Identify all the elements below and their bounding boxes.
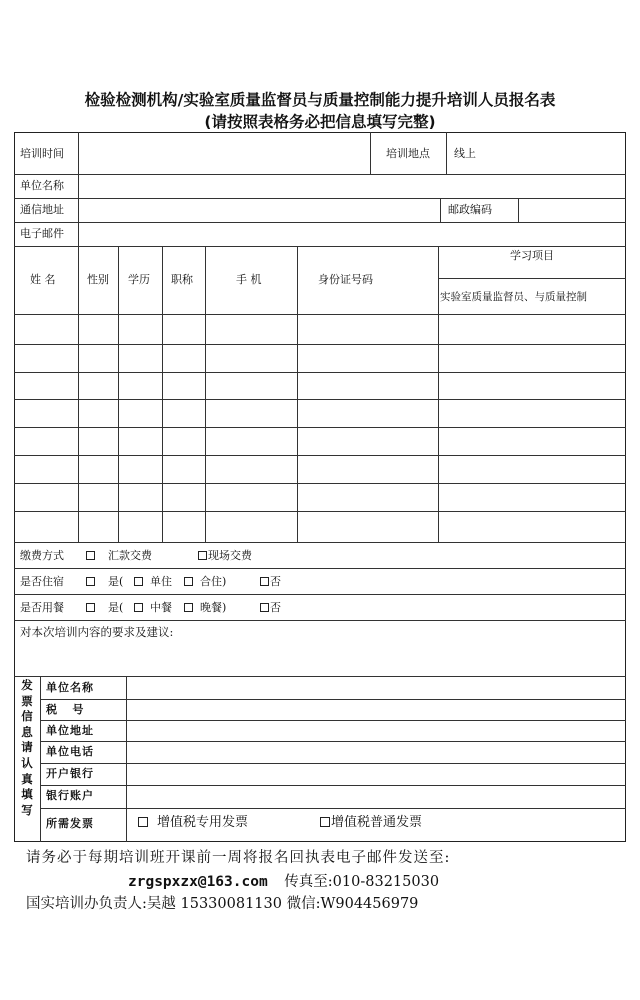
- invoice-account-label: 银行账户: [46, 789, 94, 802]
- col-phone-header: 手 机: [236, 273, 262, 286]
- invoice-type-special[interactable]: 增值税专用发票: [138, 815, 248, 831]
- checkbox-icon: [86, 603, 95, 612]
- payment-label: 缴费方式: [20, 549, 64, 562]
- email-label: 电子邮件: [20, 227, 64, 240]
- footer-instruction: 请务必于每期培训班开课前一周将报名回执表电子邮件发送至:: [26, 850, 451, 866]
- checkbox-icon: [134, 603, 143, 612]
- lodging-label: 是否住宿: [20, 575, 64, 588]
- checkbox-icon: [320, 817, 330, 827]
- training-time-label: 培训时间: [20, 147, 64, 160]
- col-project-subheader: 实验室质量监督员、与质量控制: [440, 291, 587, 303]
- checkbox-icon: [138, 817, 148, 827]
- registration-form-frame: [14, 132, 626, 842]
- training-place-label: 培训地点: [386, 147, 430, 160]
- col-id-header: 身份证号码: [318, 273, 373, 286]
- form-subtitle: (请按照表格务必把信息填写完整): [204, 113, 436, 131]
- col-name-header: 姓 名: [30, 273, 56, 286]
- lodging-option-no[interactable]: 否: [260, 575, 281, 589]
- col-education-header: 学历: [128, 273, 150, 286]
- checkbox-icon: [198, 551, 207, 560]
- invoice-phone-label: 单位电话: [46, 745, 94, 758]
- payment-option-remit[interactable]: 汇款交费: [86, 549, 152, 563]
- checkbox-icon: [184, 603, 193, 612]
- footer-fax: 传真至:010-83215030: [284, 874, 440, 890]
- address-label: 通信地址: [20, 203, 64, 216]
- footer-email[interactable]: zrgspxzx@163.com: [128, 874, 268, 890]
- col-gender-header: 性别: [87, 273, 109, 286]
- meal-option-dinner[interactable]: 晚餐): [184, 601, 226, 615]
- lodging-option-single[interactable]: 单住: [134, 575, 172, 589]
- suggestion-label: 对本次培训内容的要求及建议:: [20, 625, 174, 639]
- col-project-header: 学习项目: [510, 249, 554, 262]
- footer-responsible: 国实培训办负责人:吴越 15330081130 微信:W904456979: [26, 896, 419, 912]
- checkbox-icon: [184, 577, 193, 586]
- checkbox-icon: [260, 603, 269, 612]
- form-title: 检验检测机构/实验室质量监督员与质量控制能力提升培训人员报名表: [84, 91, 556, 109]
- invoice-bank-label: 开户银行: [46, 767, 94, 780]
- payment-option-onsite[interactable]: 现场交费: [198, 549, 252, 563]
- checkbox-icon: [86, 577, 95, 586]
- lodging-option-yes[interactable]: 是(: [86, 575, 123, 589]
- meal-option-lunch[interactable]: 中餐: [134, 601, 172, 615]
- checkbox-icon: [260, 577, 269, 586]
- checkbox-icon: [86, 551, 95, 560]
- meal-option-no[interactable]: 否: [260, 601, 281, 615]
- invoice-type-normal[interactable]: 增值税普通发票: [320, 815, 422, 831]
- postcode-label: 邮政编码: [448, 203, 492, 216]
- invoice-type-label: 所需发票: [46, 817, 94, 830]
- invoice-tax-id-label: 税 号: [46, 703, 84, 716]
- invoice-address-label: 单位地址: [46, 724, 94, 737]
- unit-name-label: 单位名称: [20, 179, 64, 192]
- lodging-option-shared[interactable]: 合住): [184, 575, 226, 589]
- invoice-unit-name-label: 单位名称: [46, 681, 94, 694]
- checkbox-icon: [134, 577, 143, 586]
- meal-label: 是否用餐: [20, 601, 64, 614]
- training-place-value: 线上: [454, 147, 476, 160]
- col-title-header: 职称: [171, 273, 193, 286]
- meal-option-yes[interactable]: 是(: [86, 601, 123, 615]
- invoice-side-label: 发 票 信 息 请 认 真 填 写: [21, 678, 33, 817]
- footer-contact-line: [128, 870, 439, 891]
